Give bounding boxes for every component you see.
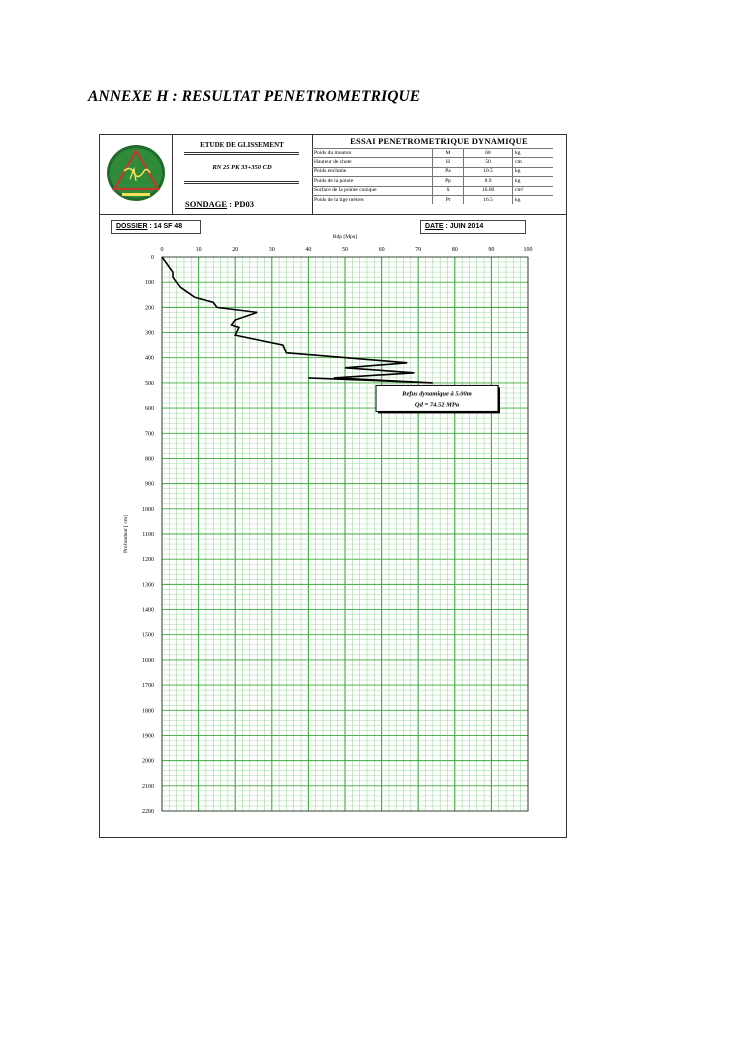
divider: [184, 183, 299, 184]
y-tick-label: 200: [145, 305, 154, 312]
param-value: 68: [464, 149, 513, 158]
param-row: [312, 149, 553, 158]
param-row: [312, 195, 553, 204]
param-name: Poids de la pointe: [312, 177, 433, 186]
x-tick-label: 50: [342, 247, 348, 253]
param-row: [312, 167, 553, 176]
param-name: Hauteur de chute: [312, 158, 433, 167]
y-tick-label: 900: [145, 481, 154, 488]
test-params-cell: [312, 135, 566, 214]
annotation-qd: Qd = 74.52 MPa: [414, 401, 460, 409]
param-symbol: Pt: [433, 195, 464, 204]
x-tick-label: 0: [160, 247, 164, 253]
y-tick-label: 1800: [142, 708, 154, 715]
divider: [184, 181, 299, 182]
sondage-label: SONDAGE : PD03: [185, 199, 254, 209]
y-tick-label: 300: [145, 330, 154, 337]
dossier-box: DOSSIER : 14 SF 48: [111, 220, 201, 234]
param-unit: cm: [513, 158, 554, 167]
y-tick-label: 100: [145, 280, 154, 287]
y-tick-label: 1100: [142, 532, 154, 538]
y-tick-label: 2200: [142, 809, 154, 815]
param-symbol: Pa: [433, 167, 464, 176]
y-tick-label: 1500: [142, 632, 154, 639]
sheet-header: [100, 135, 566, 215]
y-tick-label: 400: [145, 355, 154, 362]
y-tick-label: 1300: [142, 582, 154, 589]
y-tick-label: 1000: [142, 506, 154, 513]
x-axis-label: Rdp [Mpa]: [332, 234, 358, 240]
y-tick-label: 2100: [142, 783, 154, 790]
divider: [184, 152, 299, 153]
param-value: 8.9: [464, 177, 513, 186]
x-tick-label: 40: [305, 247, 312, 253]
y-tick-label: 1700: [142, 683, 154, 690]
y-tick-label: 1600: [142, 657, 154, 664]
param-value: 16.00: [464, 186, 513, 195]
param-row: [312, 177, 553, 186]
x-tick-label: 100: [523, 247, 533, 253]
x-tick-label: 30: [268, 247, 275, 253]
param-row: [312, 158, 553, 167]
param-unit: cm²: [513, 186, 554, 195]
y-tick-label: 700: [145, 431, 154, 438]
location-label: RN 25 PK 33+350 CD: [212, 164, 272, 171]
organization-logo: [100, 135, 172, 214]
param-symbol: M: [433, 149, 464, 158]
param-unit: kg: [513, 167, 554, 176]
annotation-refus: Refus dynamique à 5.00m: [402, 390, 472, 398]
x-tick-label: 20: [232, 247, 239, 253]
param-value: 16.5: [464, 195, 513, 204]
y-tick-label: 1200: [142, 557, 154, 564]
y-tick-label: 800: [145, 456, 154, 463]
param-unit: kg: [513, 149, 554, 158]
param-name: Surface de la pointe conique: [312, 186, 433, 195]
penetrometer-chart: [100, 225, 566, 825]
params-table: [312, 148, 553, 204]
divider: [184, 154, 299, 155]
y-tick-label: 1400: [142, 607, 154, 614]
date-box: DATE : JUIN 2014: [420, 220, 526, 234]
page-title: ANNEXE H : RESULTAT PENETROMETRIQUE: [88, 88, 421, 105]
x-tick-label: 70: [415, 247, 422, 253]
logo-cell: [100, 135, 173, 214]
x-tick-label: 60: [378, 247, 385, 253]
y-tick-label: 0: [151, 255, 154, 261]
x-tick-label: 90: [488, 247, 495, 253]
x-tick-label: 80: [451, 247, 458, 253]
param-symbol: S: [433, 186, 464, 195]
y-tick-label: 2000: [142, 758, 154, 765]
study-cell: [172, 135, 313, 214]
x-tick-label: 10: [195, 247, 202, 253]
param-row: [312, 186, 553, 195]
param-symbol: Pp: [433, 177, 464, 186]
y-tick-label: 1900: [142, 733, 154, 740]
param-name: Poids du mouton: [312, 149, 433, 158]
param-unit: kg: [513, 195, 554, 204]
y-tick-label: 500: [145, 380, 154, 387]
param-unit: kg: [513, 177, 554, 186]
param-value: 10.5: [464, 167, 513, 176]
param-value: 50: [464, 158, 513, 167]
test-title: ESSAI PENETROMETRIQUE DYNAMIQUE: [350, 136, 528, 146]
param-name: Poids de la tige mètres: [312, 195, 433, 204]
study-title: ETUDE DE GLISSEMENT: [200, 141, 284, 149]
param-name: Poids enclume: [312, 167, 433, 176]
y-tick-label: 600: [145, 406, 154, 413]
penetrometer-sheet: [99, 134, 567, 838]
y-axis-label: Profondeur [ cm]: [123, 515, 129, 553]
param-symbol: H: [433, 158, 464, 167]
